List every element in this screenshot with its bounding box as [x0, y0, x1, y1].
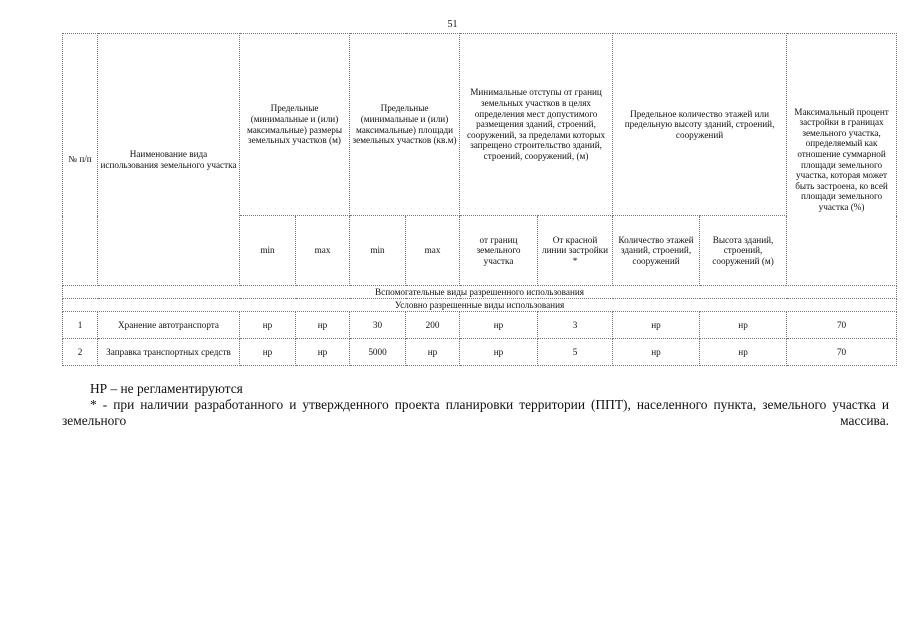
cell-size-min: нр — [240, 339, 296, 366]
subheader-setback-boundary: от границ земельного участка — [460, 216, 538, 286]
land-use-regulations-table — [62, 33, 897, 366]
table-row — [63, 312, 897, 339]
header-setback: Минимальные отступы от границ земельных участков в целях определения мест допустимого размещения зданий, строений, сооружений, за пределами которых запрещено строительство зданий, строений, сооружений, (м) — [460, 34, 613, 216]
header-num: № п/п — [63, 34, 98, 286]
cell-setback-red-line: 5 — [538, 339, 613, 366]
subheader-floors-count: Количество этажей зданий, строений, сооружений — [613, 216, 700, 286]
table-row — [63, 339, 897, 366]
header-floors: Предельное количество этажей или предельную высоту зданий, строений, сооружений — [613, 34, 787, 216]
cell-square-max: 200 — [406, 312, 460, 339]
cell-square-min: 5000 — [350, 339, 406, 366]
cell-name: Хранение автотранспорта — [98, 312, 240, 339]
cell-height: нр — [700, 339, 787, 366]
cell-size-max: нр — [296, 339, 350, 366]
cell-size-min: нр — [240, 312, 296, 339]
note-asterisk: * - при наличии разработанного и утвержденного проекта планировки территории (ППТ), населенного пункта, земельного участка и земельного массива. — [62, 397, 889, 428]
cell-floors: нр — [613, 312, 700, 339]
subheader-square-max: max — [406, 216, 460, 286]
cell-square-min: 30 — [350, 312, 406, 339]
subheader-size-max: max — [296, 216, 350, 286]
subheader-square-min: min — [350, 216, 406, 286]
cell-size-max: нр — [296, 312, 350, 339]
section-conditional: Условно разрешенные виды использования — [63, 299, 897, 312]
cell-num: 2 — [63, 339, 98, 366]
cell-name: Заправка транспортных средств — [98, 339, 240, 366]
header-area-square: Предельные (минимальные и (или) максимальные) площади земельных участков (кв.м) — [350, 34, 460, 216]
header-area-size: Предельные (минимальные и (или) максимальные) размеры земельных участков (м) — [240, 34, 350, 216]
cell-max-percent: 70 — [787, 339, 897, 366]
cell-setback-red-line: 3 — [538, 312, 613, 339]
header-max-percent: Максимальный процент застройки в границах земельного участка, определяемый как отношение суммарной площади земельного участка, которая может быть застроена, ко всей площади земельного участка (%) — [787, 34, 897, 286]
subheader-setback-red-line: От красной линии застройки * — [538, 216, 613, 286]
cell-setback-boundary: нр — [460, 339, 538, 366]
page-number: 51 — [447, 19, 458, 30]
cell-height: нр — [700, 312, 787, 339]
cell-floors: нр — [613, 339, 700, 366]
note-nr: НР – не регламентируются — [90, 381, 243, 396]
footnotes — [62, 381, 889, 429]
section-auxiliary: Вспомогательные виды разрешенного использования — [63, 286, 897, 299]
cell-num: 1 — [63, 312, 98, 339]
cell-max-percent: 70 — [787, 312, 897, 339]
cell-square-max: нр — [406, 339, 460, 366]
subheader-size-min: min — [240, 216, 296, 286]
subheader-height: Высота зданий, строений, сооружений (м) — [700, 216, 787, 286]
header-name: Наименование вида использования земельного участка — [98, 34, 240, 286]
cell-setback-boundary: нр — [460, 312, 538, 339]
